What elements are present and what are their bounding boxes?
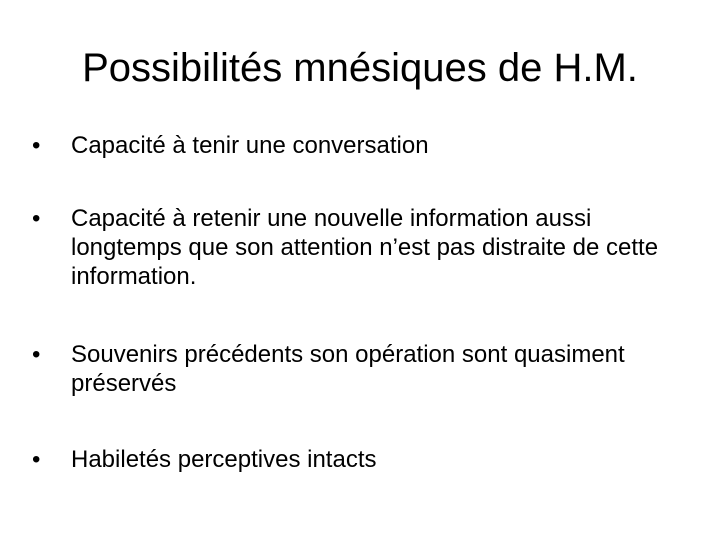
bullet-text: Capacité à retenir une nouvelle information aussi longtemps que son attention n’est pas distraite de cette information. (71, 205, 659, 290)
bullet-item (32, 131, 692, 160)
bullet-text: Souvenirs précédents son opération sont quasiment préservés (71, 341, 625, 397)
bullet-item (32, 340, 692, 398)
bullet-item (32, 445, 692, 474)
bullet-text: Habiletés perceptives intacts (71, 446, 377, 473)
bullet-item (32, 204, 692, 291)
bullet-dot-icon: • (32, 446, 41, 473)
bullet-dot-icon: • (32, 132, 41, 159)
bullet-dot-icon: • (32, 341, 41, 368)
bullet-text: Capacité à tenir une conversation (71, 132, 429, 159)
slide-title: Possibilités mnésiques de H.M. (82, 46, 638, 90)
bullet-dot-icon: • (32, 205, 41, 232)
